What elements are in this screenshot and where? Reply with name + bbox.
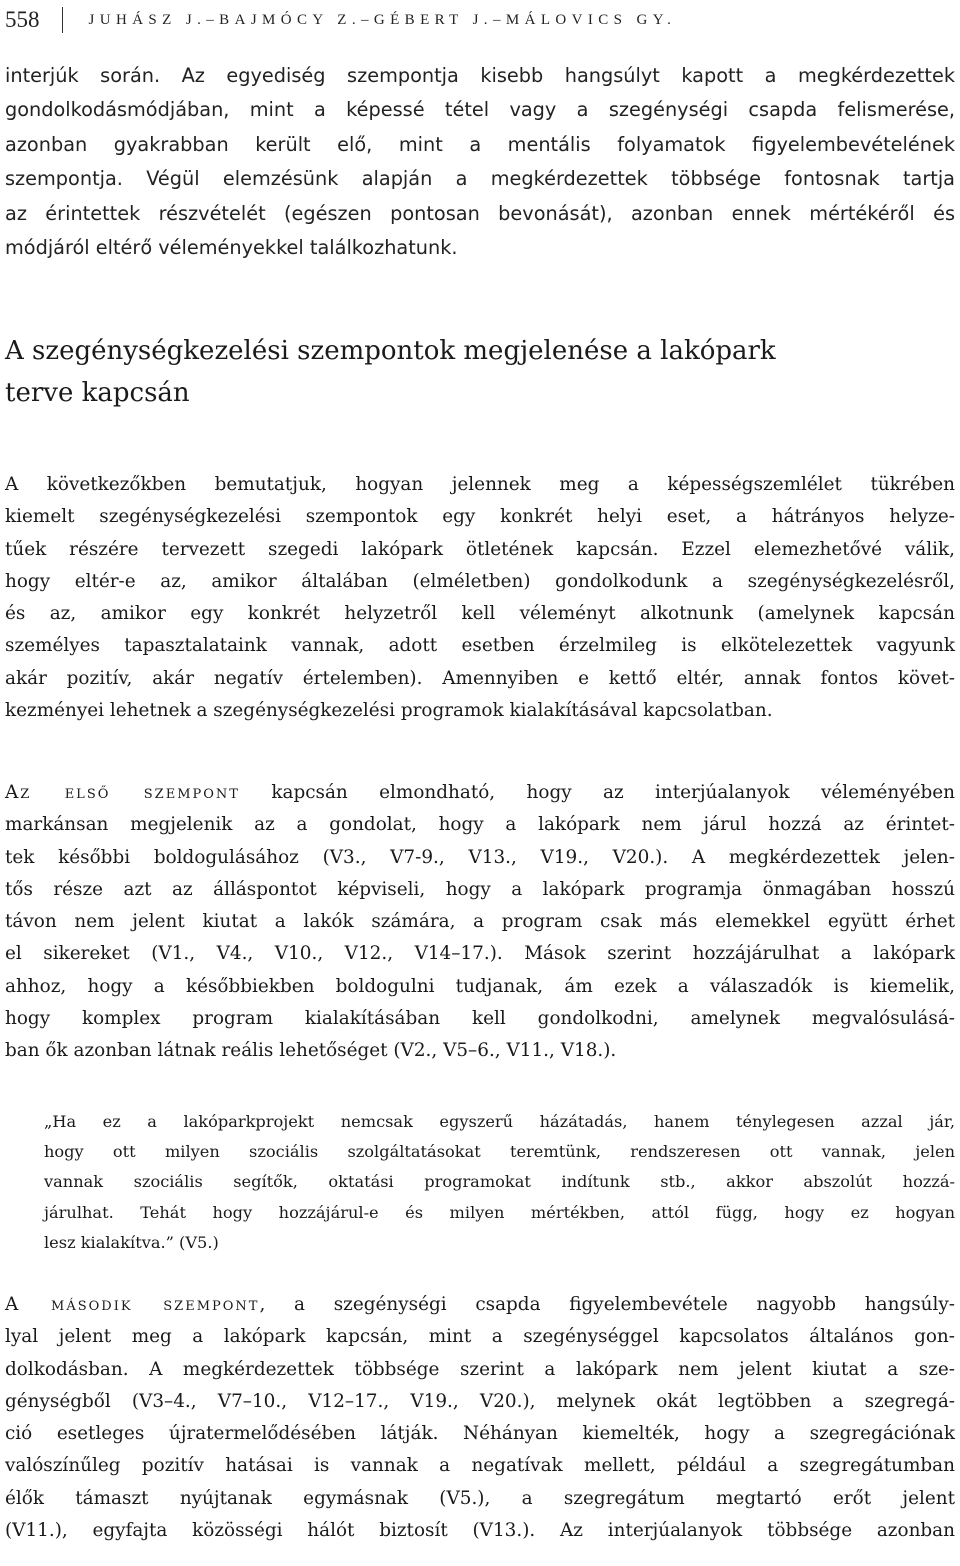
text-line: szempontja. Végül elemzésünk alapján a megkérdezettek többsége fontosnak tartja [5, 167, 955, 191]
lead-in-small-caps: Az első szempont [5, 782, 240, 803]
text-line: élők támaszt nyújtanak egymásnak (V5.), a szegregátum megtartó erőt jelent [5, 1487, 955, 1509]
text-line: tős része azt az álláspontot képviseli, hogy a lakópark programja önmagában hosszú [5, 878, 955, 900]
running-head [5, 4, 676, 36]
page-number: 558 [5, 7, 40, 32]
text-line: akár pozitív, akár negatív értelemben). Amennyiben e kettő eltér, annak fontos követ- [5, 667, 955, 689]
text-line: gondolkodásmódjában, mint a képessé tétel vagy a szegénységi csapda felismerése, [5, 98, 955, 122]
text-line: ció esetleges újratermelődésében látják. Néhányan kiemelték, hogy a szegregációnak [5, 1423, 955, 1445]
text-line: interjúk során. Az egyediség szempontja kisebb hangsúlyt kapott a megkérdezettek [5, 64, 955, 87]
text-line: kiemelt szegénységkezelési szempontok egy konkrét helyi eset, a hátrányos helyze- [5, 506, 955, 528]
text-line: dolkodásban. A megkérdezettek többsége szerint a lakópark nem jelent kiutat a sze- [5, 1358, 955, 1380]
text-line: ahhoz, hogy a későbbiekben boldogulni tudjanak, ám ezek a válaszadók is kiemelik, [5, 975, 955, 997]
text-line: markánsan megjelenik az a gondolat, hogy a lakópark nem járul hozzá az érintet- [5, 814, 955, 836]
text-line: valószínűleg pozitív hatásai is vannak a negatívak mellett, például a szegregátumban [5, 1455, 955, 1477]
text-line: személyes tapasztalataink vannak, adott esetben érzelmileg is elkötelezettek vagyunk [5, 635, 955, 657]
header-divider [62, 7, 63, 33]
text-line: (V11.), egyfajta közösségi hálót biztosít (V13.). Az interjúalanyok többsége azonban [5, 1520, 955, 1542]
quote-line: vannak szociális segítők, oktatási programokat indítunk stb., akkor abszolút hozzá- [44, 1172, 955, 1192]
text-line: A következőkben bemutatjuk, hogyan jelennek meg a képességszemlélet tükrében [5, 474, 955, 495]
text-line: génységből (V3–4., V7–10., V12–17., V19., V20.), melynek okát legtöbben a szegregá- [5, 1390, 955, 1412]
text-line: lyal jelent meg a lakópark kapcsán, mint a szegénységgel kapcsolatos általános gon- [5, 1326, 955, 1348]
section-heading [5, 330, 955, 414]
text-line: távon nem jelent kiutat a lakók számára, a program csak más elemekkel együtt érhet [5, 911, 955, 933]
text-line: Az első szempont kapcsán elmondható, hogy az interjúalanyok véleményében [5, 782, 955, 803]
running-head-authors: JUHÁSZ J.–BAJMÓCY Z.–GÉBERT J.–MÁLOVICS GY. [88, 11, 677, 28]
paragraph-second-aspect [5, 1289, 955, 1547]
text-line: A második szempont, a szegénységi csapda figyelembevétele nagyobb hangsúly- [5, 1294, 955, 1315]
quote-line: hogy ott milyen szociális szolgáltatásokat teremtünk, rendszeresen ott vannak, jelen [44, 1142, 955, 1162]
text-line: azonban gyakrabban került elő, mint a mentális folyamatok figyelembevételének [5, 132, 955, 156]
text-line: ban ők azonban látnak reális lehetőséget (V2., V5–6., V11., V18.). [5, 1040, 617, 1062]
paragraph-first-aspect [5, 777, 955, 1068]
text-line: az érintettek részvételét (egészen pontosan bevonását), azonban ennek mértékéről és [5, 201, 955, 225]
interview-quote [44, 1107, 955, 1258]
text-line: el sikereket (V1., V4., V10., V12., V14–17.). Mások szerint hozzájárulhat a lakópark [5, 943, 955, 965]
quote-line: járulhat. Tehát hogy hozzájárul-e és milyen mértékben, attól függ, hogy ez hogyan [44, 1202, 955, 1222]
quote-line: „Ha ez a lakóparkprojekt nemcsak egyszerű házátadás, hanem ténylegesen azzal jár, [44, 1112, 955, 1131]
text-line: hogy eltér-e az, amikor általában (elméletben) gondolkodunk a szegénységkezelésről, [5, 570, 955, 592]
quote-line: lesz kialakítva.” (V5.) [44, 1232, 219, 1252]
text-line: és az, amikor egy konkrét helyzetről kell véleményt alkotnunk (amelynek kapcsán [5, 603, 955, 625]
heading-line: terve kapcsán [5, 378, 190, 408]
lead-in-small-caps: A második szempont [5, 1294, 260, 1315]
paragraph-context [5, 469, 955, 727]
text-line: hogy komplex program kialakításában kell gondolkodni, amelynek megvalósulásá- [5, 1008, 955, 1030]
heading-line: A szegénységkezelési szempontok megjelenése a lakópark [5, 336, 776, 366]
intro-paragraph [5, 59, 955, 265]
text-line: módjáról eltérő véleményekkel találkozhatunk. [5, 236, 458, 260]
text-line: kezményei lehetnek a szegénységkezelési programok kialakításával kapcsolatban. [5, 700, 773, 722]
text-line: tűek részére tervezett szegedi lakópark ötletének kapcsán. Ezzel elemezhetővé válik, [5, 538, 955, 560]
text-line: tek későbbi boldogulásához (V3., V7-9., V13., V19., V20.). A megkérdezettek jelen- [5, 846, 955, 868]
